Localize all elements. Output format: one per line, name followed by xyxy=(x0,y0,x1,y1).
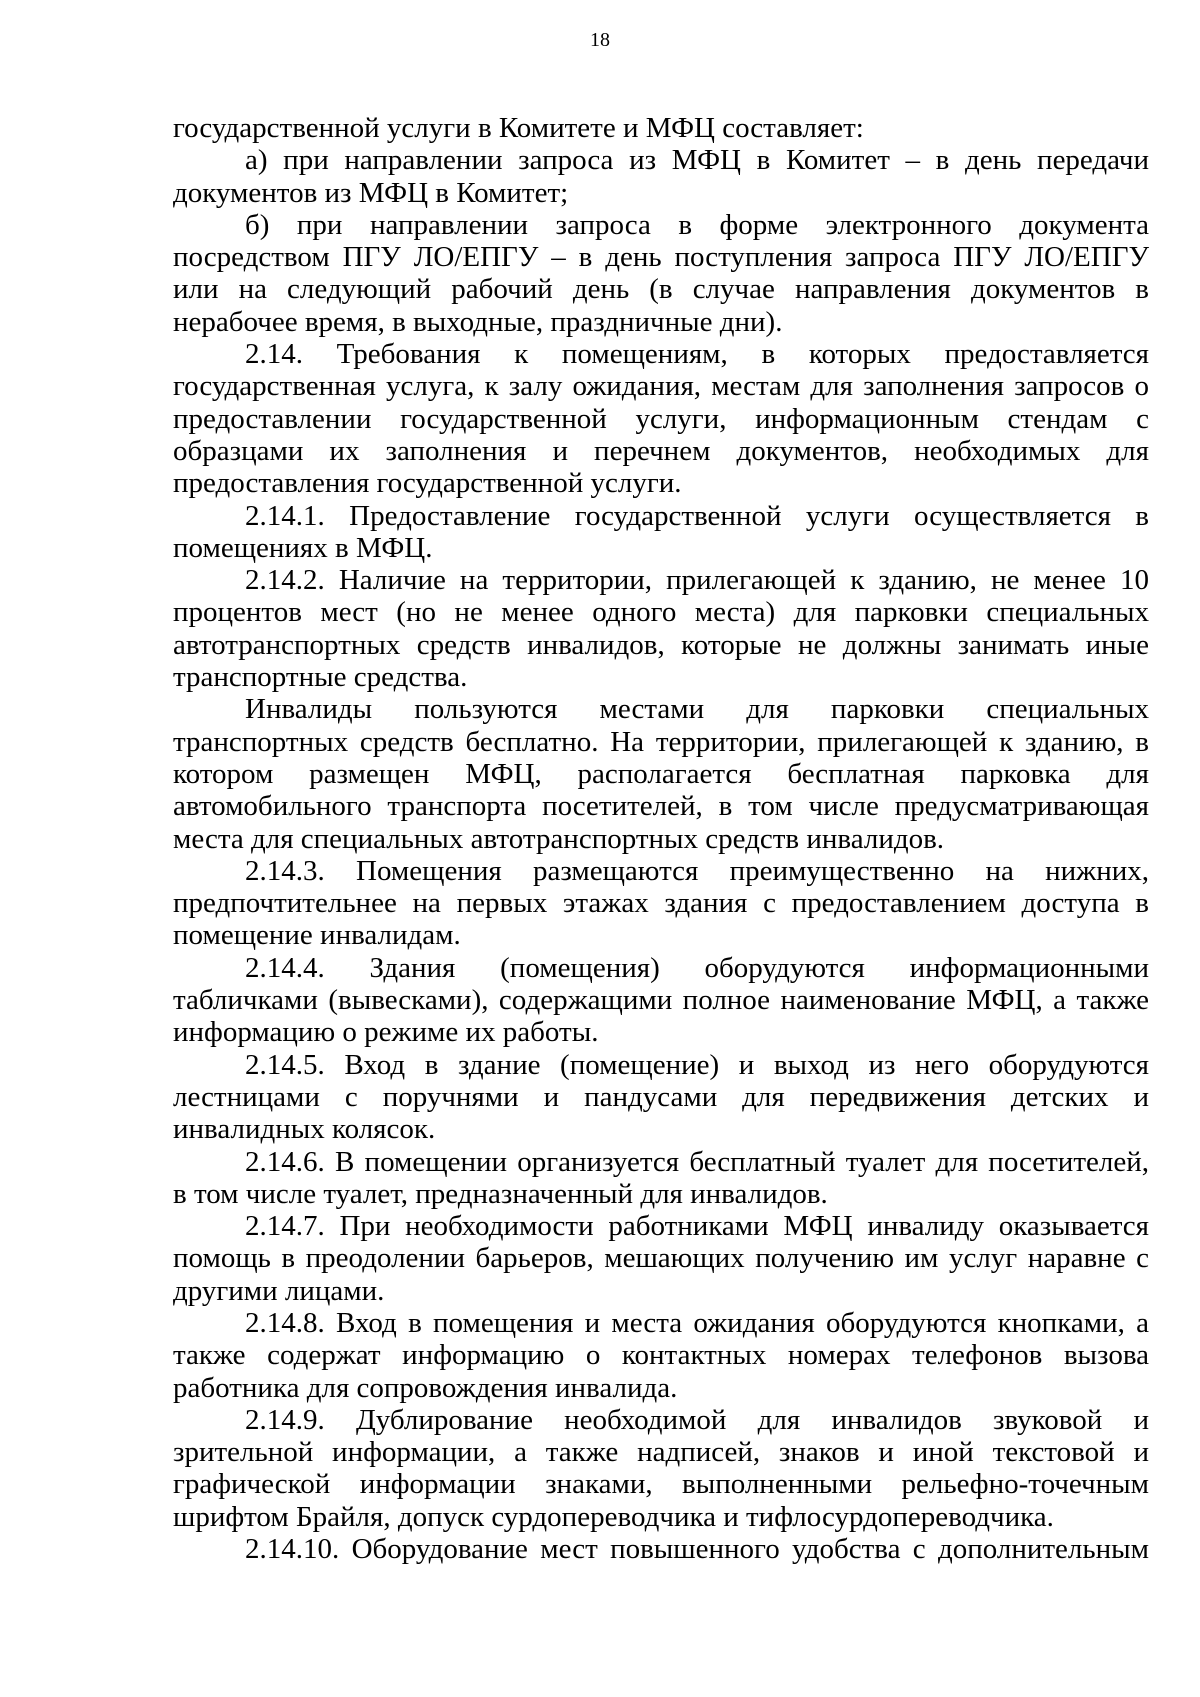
paragraph-2-14-8: 2.14.8. Вход в помещения и места ожидания оборудуются кнопками, а также содержат информацию о контактных номерах телефонов вызова работника для сопровождения инвалида. xyxy=(173,1306,1149,1404)
paragraph-2-14-1: 2.14.1. Предоставление государственной услуги осуществляется в помещениях в МФЦ. xyxy=(173,499,1149,564)
paragraph-parking: Инвалиды пользуются местами для парковки специальных транспортных средств бесплатно. На территории, прилегающей к зданию, в котором размещен МФЦ, располагается бесплатная парковка для автомобильного транспорта посетителей, в том числе предусматривающая места для специальных автотранспортных средств инвалидов. xyxy=(173,693,1149,855)
paragraph-2-14-5: 2.14.5. Вход в здание (помещение) и выход из него оборудуются лестницами с поручнями и пандусами для передвижения детских и инвалидных колясок. xyxy=(173,1048,1149,1146)
paragraph-item-b: б) при направлении запроса в форме электронного документа посредством ПГУ ЛО/ЕПГУ – в день поступления запроса ПГУ ЛО/ЕПГУ или на следующий рабочий день (в случае направления документов в нерабочее время, в выходные, праздничные дни). xyxy=(173,208,1149,338)
paragraph-2-14-10: 2.14.10. Оборудование мест повышенного удобства с дополнительным xyxy=(245,1533,1149,1566)
paragraph-2-14-2: 2.14.2. Наличие на территории, прилегающей к зданию, не менее 10 процентов мест (но не менее одного места) для парковки специальных автотранспортных средств инвалидов, которые не должны занимать иные транспортные средства. xyxy=(173,564,1149,694)
paragraph-2-14-7: 2.14.7. При необходимости работниками МФЦ инвалиду оказывается помощь в преодолении барьеров, мешающих получению им услуг наравне с другими лицами. xyxy=(173,1210,1149,1307)
paragraph-continuation: государственной услуги в Комитете и МФЦ составляет: xyxy=(173,112,864,144)
paragraph-2-14: 2.14. Требования к помещениям, в которых предоставляется государственная услуга, к залу ожидания, местам для заполнения запросов о предоставлении государственной услуги, информационным стендам с образцами их заполнения и перечнем документов, необходимых для предоставления государственной услуги. xyxy=(173,338,1149,500)
paragraph-item-a: а) при направлении запроса из МФЦ в Комитет – в день передачи документов из МФЦ в Комитет; xyxy=(173,144,1149,209)
page-number: 18 xyxy=(590,29,610,51)
paragraph-2-14-9: 2.14.9. Дублирование необходимой для инвалидов звуковой и зрительной информации, а также надписей, знаков и иной текстовой и графической информации знаками, выполненными рельефно-точечным шрифтом Брайля, допуск сурдопереводчика и тифлосурдопереводчика. xyxy=(173,1403,1149,1533)
paragraph-2-14-6: 2.14.6. В помещении организуется бесплатный туалет для посетителей, в том числе туалет, предназначенный для инвалидов. xyxy=(173,1145,1149,1210)
paragraph-2-14-4: 2.14.4. Здания (помещения) оборудуются информационными табличками (вывесками), содержащими полное наименование МФЦ, а также информацию о режиме их работы. xyxy=(173,951,1149,1049)
paragraph-2-14-3: 2.14.3. Помещения размещаются преимущественно на нижних, предпочтительнее на первых этажах здания с предоставлением доступа в помещение инвалидам. xyxy=(173,854,1149,952)
document-body xyxy=(173,112,1149,1565)
